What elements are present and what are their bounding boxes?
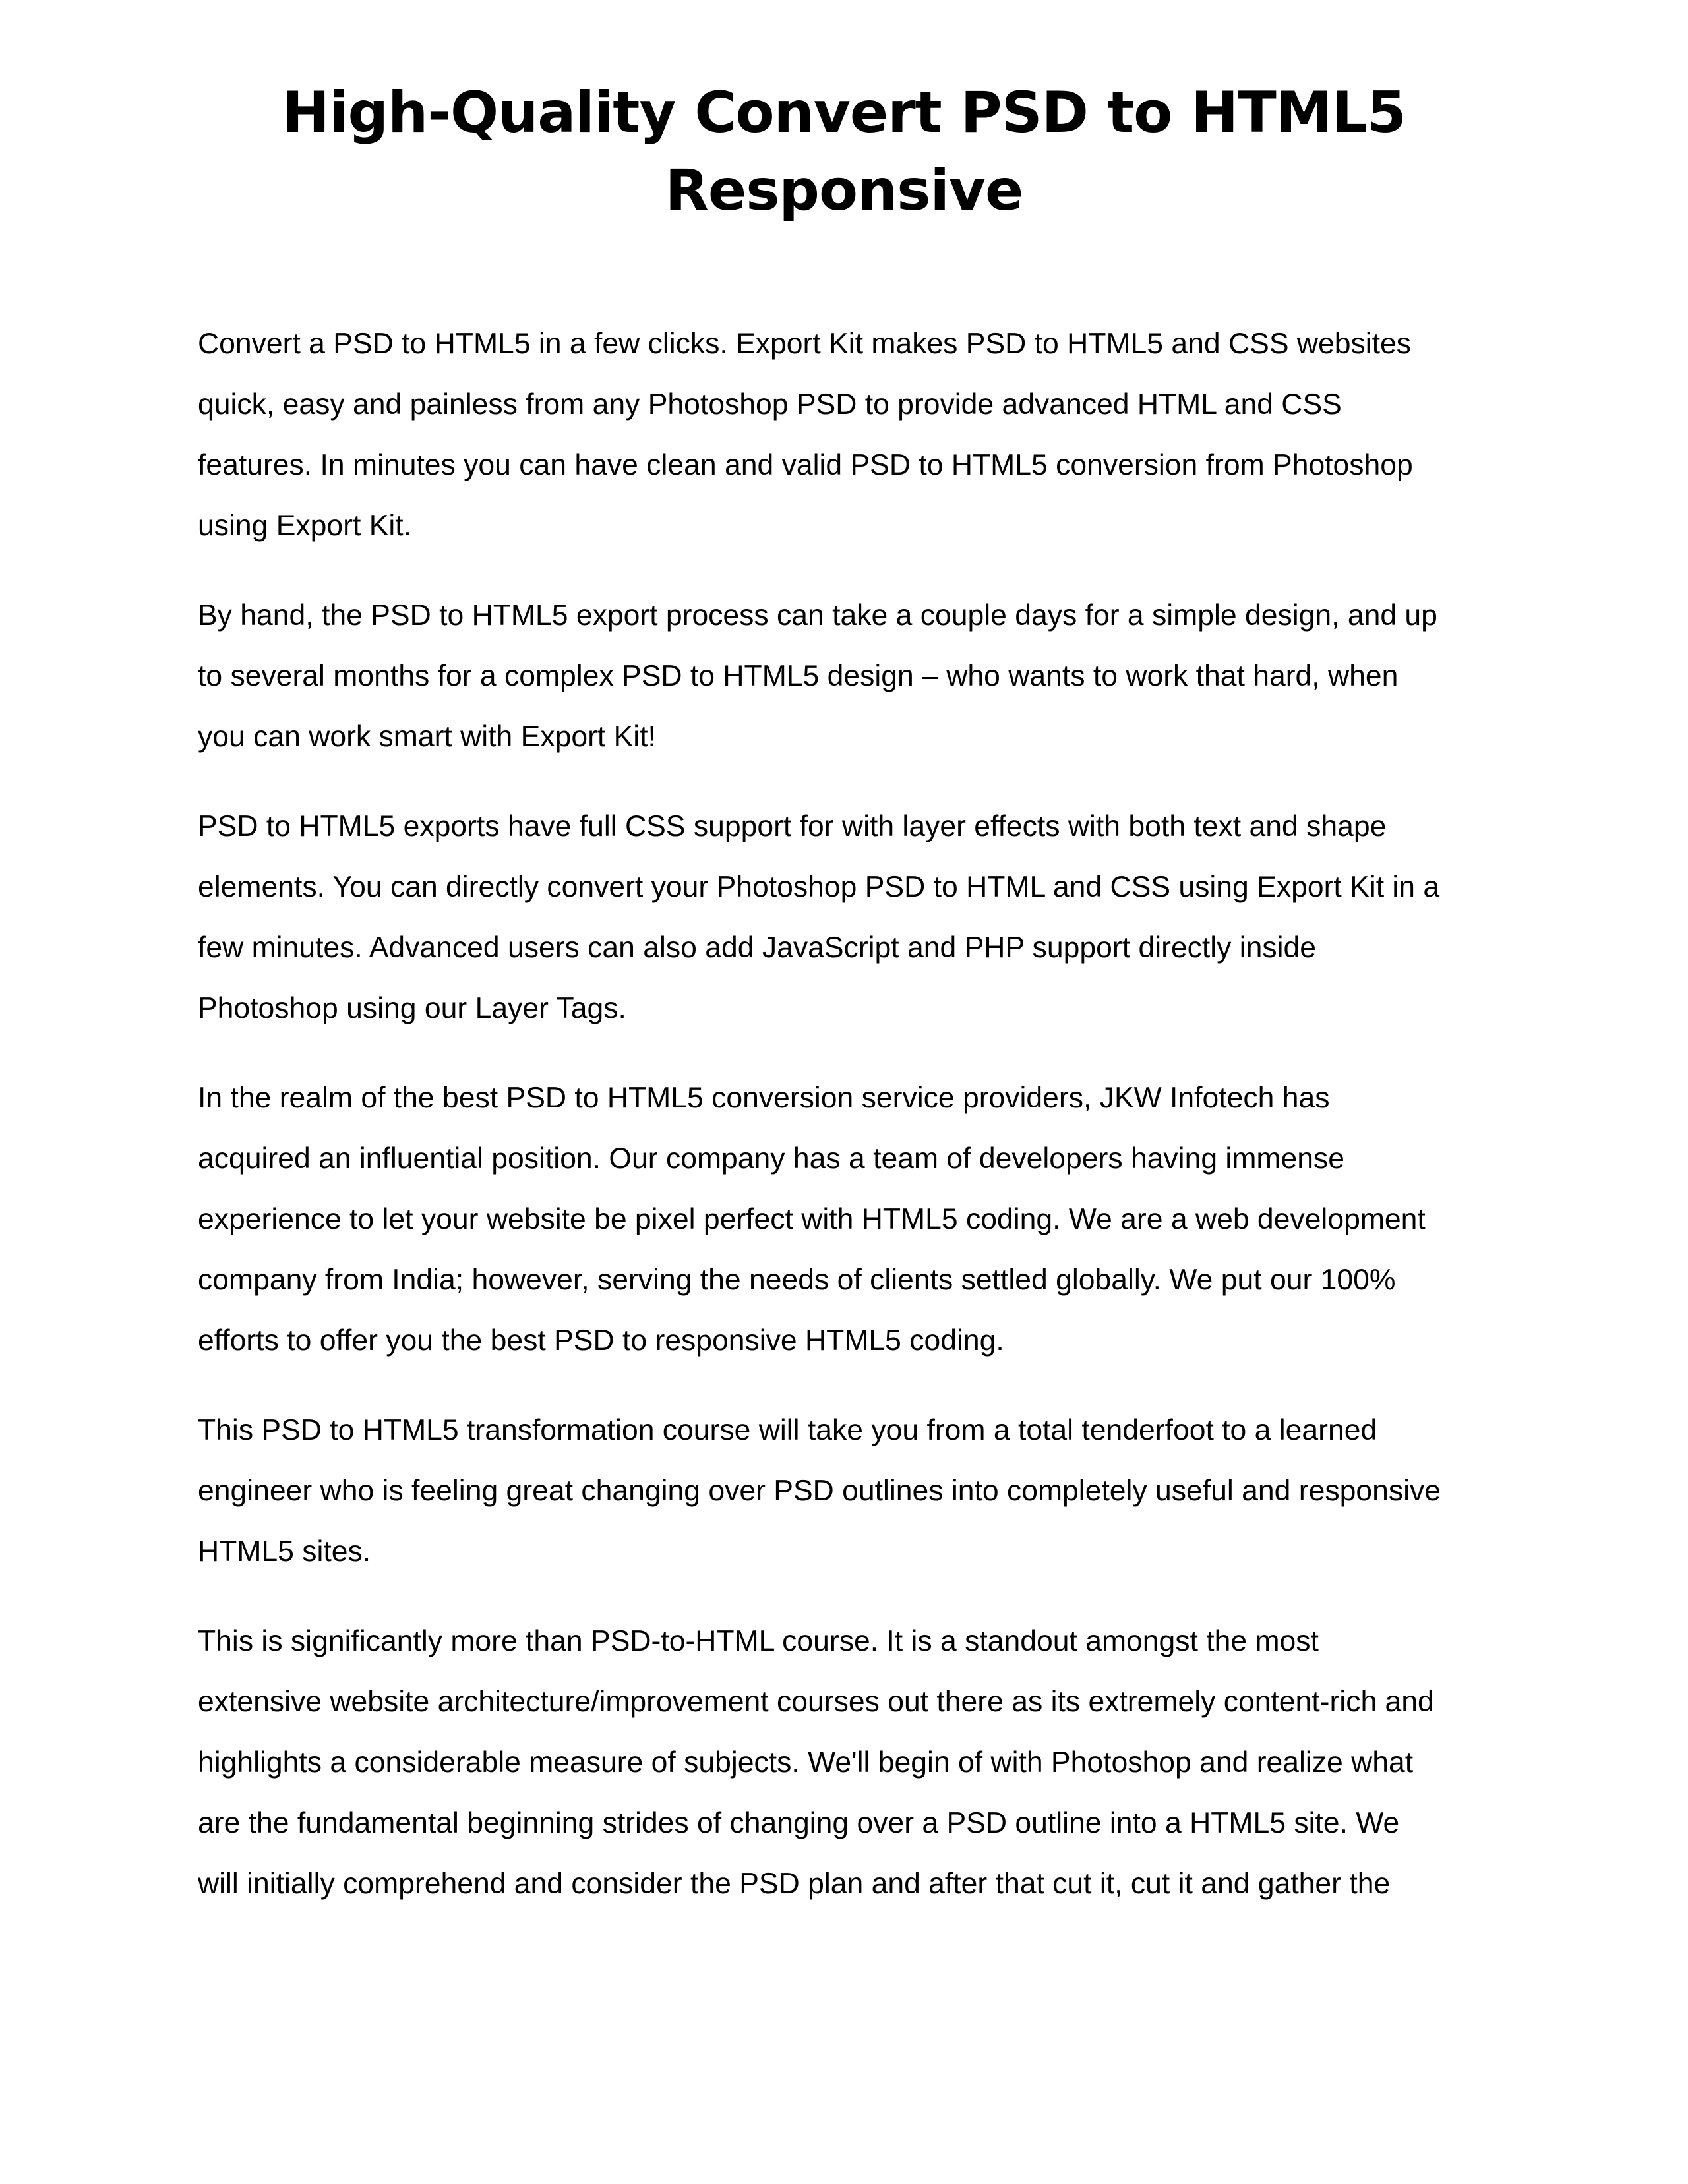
text-line: Convert a PSD to HTML5 in a few clicks. Export Kit makes PSD to HTML5 and CSS websites <box>198 328 1411 360</box>
text-line: Photoshop using our Layer Tags. <box>198 992 626 1024</box>
document-body <box>198 314 1490 1943</box>
text-line: PSD to HTML5 exports have full CSS support for with layer effects with both text and shape <box>198 810 1387 842</box>
text-line: to several months for a complex PSD to HTML5 design – who wants to work that hard, when <box>198 660 1399 692</box>
text-line: HTML5 sites. <box>198 1535 371 1568</box>
text-line: features. In minutes you can have clean and valid PSD to HTML5 conversion from Photoshop <box>198 449 1413 481</box>
text-line: extensive website architecture/improvement courses out there as its extremely content-rich and <box>198 1686 1434 1718</box>
text-line: are the fundamental beginning strides of changing over a PSD outline into a HTML5 site. We <box>198 1807 1400 1839</box>
text-line: This PSD to HTML5 transformation course will take you from a total tenderfoot to a learned <box>198 1414 1377 1446</box>
text-line: using Export Kit. <box>198 510 412 542</box>
text-line: In the realm of the best PSD to HTML5 conversion service providers, JKW Infotech has <box>198 1082 1330 1114</box>
text-line: highlights a considerable measure of subjects. We'll begin of with Photoshop and realize what <box>198 1746 1414 1779</box>
text-line: elements. You can directly convert your Photoshop PSD to HTML and CSS using Export Kit in a <box>198 871 1440 903</box>
paragraph <box>198 314 1490 556</box>
text-line: This is significantly more than PSD-to-HTML course. It is a standout amongst the most <box>198 1625 1319 1657</box>
paragraph <box>198 796 1490 1039</box>
text-line: company from India; however, serving the needs of clients settled globally. We put our 100% <box>198 1264 1396 1296</box>
document-title <box>198 74 1490 229</box>
text-line: you can work smart with Export Kit! <box>198 721 656 753</box>
title-line: High-Quality Convert PSD to HTML5 <box>282 80 1406 146</box>
text-line: engineer who is feeling great changing over PSD outlines into completely useful and responsive <box>198 1475 1441 1507</box>
title-line: Responsive <box>665 158 1023 223</box>
paragraph <box>198 1068 1490 1371</box>
text-line: acquired an influential position. Our company has a team of developers having immense <box>198 1142 1344 1175</box>
text-line: few minutes. Advanced users can also add JavaScript and PHP support directly inside <box>198 931 1317 964</box>
text-line: experience to let your website be pixel perfect with HTML5 coding. We are a web development <box>198 1203 1426 1235</box>
text-line: quick, easy and painless from any Photoshop PSD to provide advanced HTML and CSS <box>198 388 1342 421</box>
paragraph <box>198 1611 1490 1914</box>
text-line: efforts to offer you the best PSD to responsive HTML5 coding. <box>198 1324 1004 1357</box>
paragraph <box>198 585 1490 767</box>
text-line: By hand, the PSD to HTML5 export process can take a couple days for a simple design, and up <box>198 599 1437 632</box>
paragraph <box>198 1400 1490 1582</box>
text-line: will initially comprehend and consider the PSD plan and after that cut it, cut it and gather the <box>198 1868 1391 1900</box>
